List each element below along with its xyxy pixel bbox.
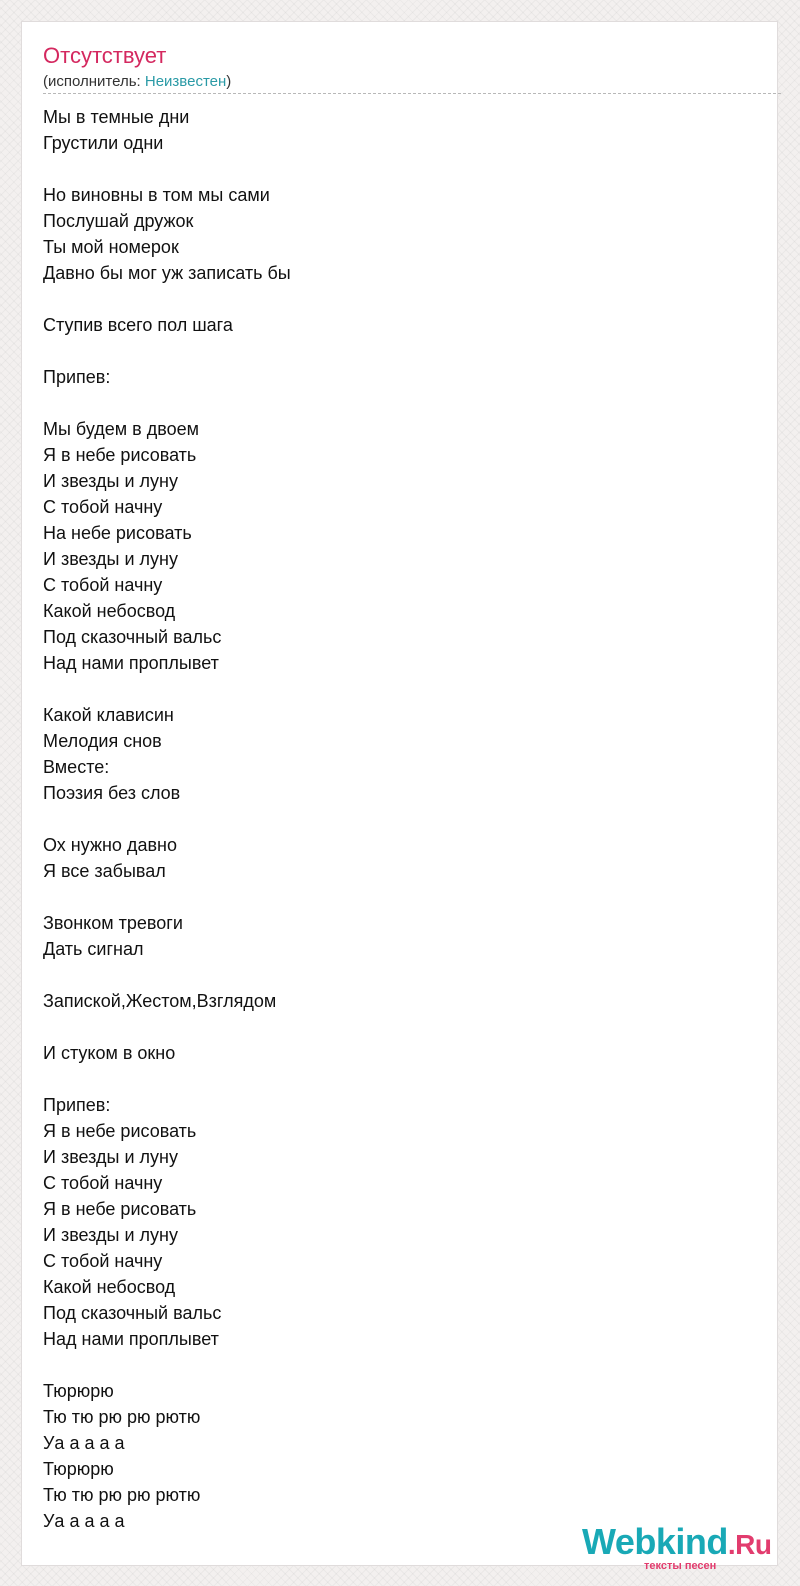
lyric-line: Какой небосвод	[43, 601, 176, 621]
lyric-line: Припев:	[43, 367, 111, 387]
lyric-line: Дать сигнал	[43, 939, 144, 959]
lyric-line: И звезды и луну	[43, 1225, 178, 1245]
lyric-line: Ступив всего пол шага	[43, 315, 233, 335]
performer-suffix: )	[226, 73, 232, 90]
lyric-blank-line	[43, 390, 743, 416]
lyric-line: И звезды и луну	[43, 1147, 178, 1167]
lyric-line: Запиской,Жестом,Взглядом	[43, 991, 277, 1011]
lyric-line: Я в небе рисовать	[43, 1121, 197, 1141]
lyric-line: Над нами проплывет	[43, 1329, 219, 1349]
lyric-blank-line	[43, 156, 743, 182]
lyric-line: Какой небосвод	[43, 1277, 176, 1297]
lyric-line: Тюрюрю	[43, 1381, 114, 1401]
lyric-line: На небе рисовать	[43, 523, 192, 543]
lyric-blank-line	[43, 1352, 743, 1378]
lyric-line: С тобой начну	[43, 1251, 163, 1271]
performer-prefix: (исполнитель:	[43, 73, 145, 90]
site-logo[interactable]	[582, 1522, 772, 1570]
logo-brand: Webkind	[582, 1521, 728, 1562]
logo-domain: .Ru	[727, 1529, 772, 1560]
lyric-line: С тобой начну	[43, 1173, 163, 1193]
lyric-line: Над нами проплывет	[43, 653, 219, 673]
lyric-line: Уа а а а а	[43, 1433, 125, 1453]
lyric-line: Под сказочный вальс	[43, 1303, 222, 1323]
lyric-line: Тю тю рю рю рютю	[43, 1407, 201, 1427]
lyric-line: Тю тю рю рю рютю	[43, 1485, 201, 1505]
lyric-line: Я в небе рисовать	[43, 445, 197, 465]
lyric-blank-line	[43, 962, 743, 988]
lyric-line: Ты мой номерок	[43, 237, 179, 257]
lyric-line: И звезды и луну	[43, 549, 178, 569]
lyric-line: Ох нужно давно	[43, 835, 177, 855]
lyric-line: Уа а а а а	[43, 1511, 125, 1531]
lyric-line: Грустили одни	[43, 133, 164, 153]
lyric-blank-line	[43, 286, 743, 312]
lyric-line: Послушай дружок	[43, 211, 194, 231]
lyric-line: Я все забывал	[43, 861, 166, 881]
lyric-blank-line	[43, 884, 743, 910]
lyric-line: И звезды и луну	[43, 471, 178, 491]
lyric-blank-line	[43, 676, 743, 702]
lyric-blank-line	[43, 806, 743, 832]
logo-tagline: тексты песен	[644, 1560, 717, 1572]
lyric-line: Мы в темные дни	[43, 107, 190, 127]
lyrics-text	[43, 104, 743, 1534]
lyric-line: Поэзия без слов	[43, 783, 181, 803]
lyric-line: Мелодия снов	[43, 731, 162, 751]
lyric-line: Тюрюрю	[43, 1459, 114, 1479]
lyric-line: Давно бы мог уж записать бы	[43, 263, 291, 283]
lyric-line: Звонком тревоги	[43, 913, 183, 933]
lyric-line: Я в небе рисовать	[43, 1199, 197, 1219]
lyric-line: И стуком в окно	[43, 1043, 176, 1063]
lyric-line: Вместе:	[43, 757, 110, 777]
lyric-line: Под сказочный вальс	[43, 627, 222, 647]
lyric-line: С тобой начну	[43, 497, 163, 517]
lyric-line: Припев:	[43, 1095, 111, 1115]
title-divider	[43, 93, 781, 94]
song-title: Отсутствует	[43, 43, 167, 68]
performer-line	[43, 73, 231, 91]
lyric-blank-line	[43, 1066, 743, 1092]
lyric-line: Мы будем в двоем	[43, 419, 199, 439]
lyrics-card	[21, 21, 778, 1566]
lyric-line: Но виновны в том мы сами	[43, 185, 270, 205]
lyric-line: С тобой начну	[43, 575, 163, 595]
performer-link[interactable]: Неизвестен	[144, 73, 227, 90]
lyric-line: Какой клависин	[43, 705, 174, 725]
lyric-blank-line	[43, 338, 743, 364]
logo-wordmark	[582, 1522, 771, 1565]
lyric-blank-line	[43, 1014, 743, 1040]
